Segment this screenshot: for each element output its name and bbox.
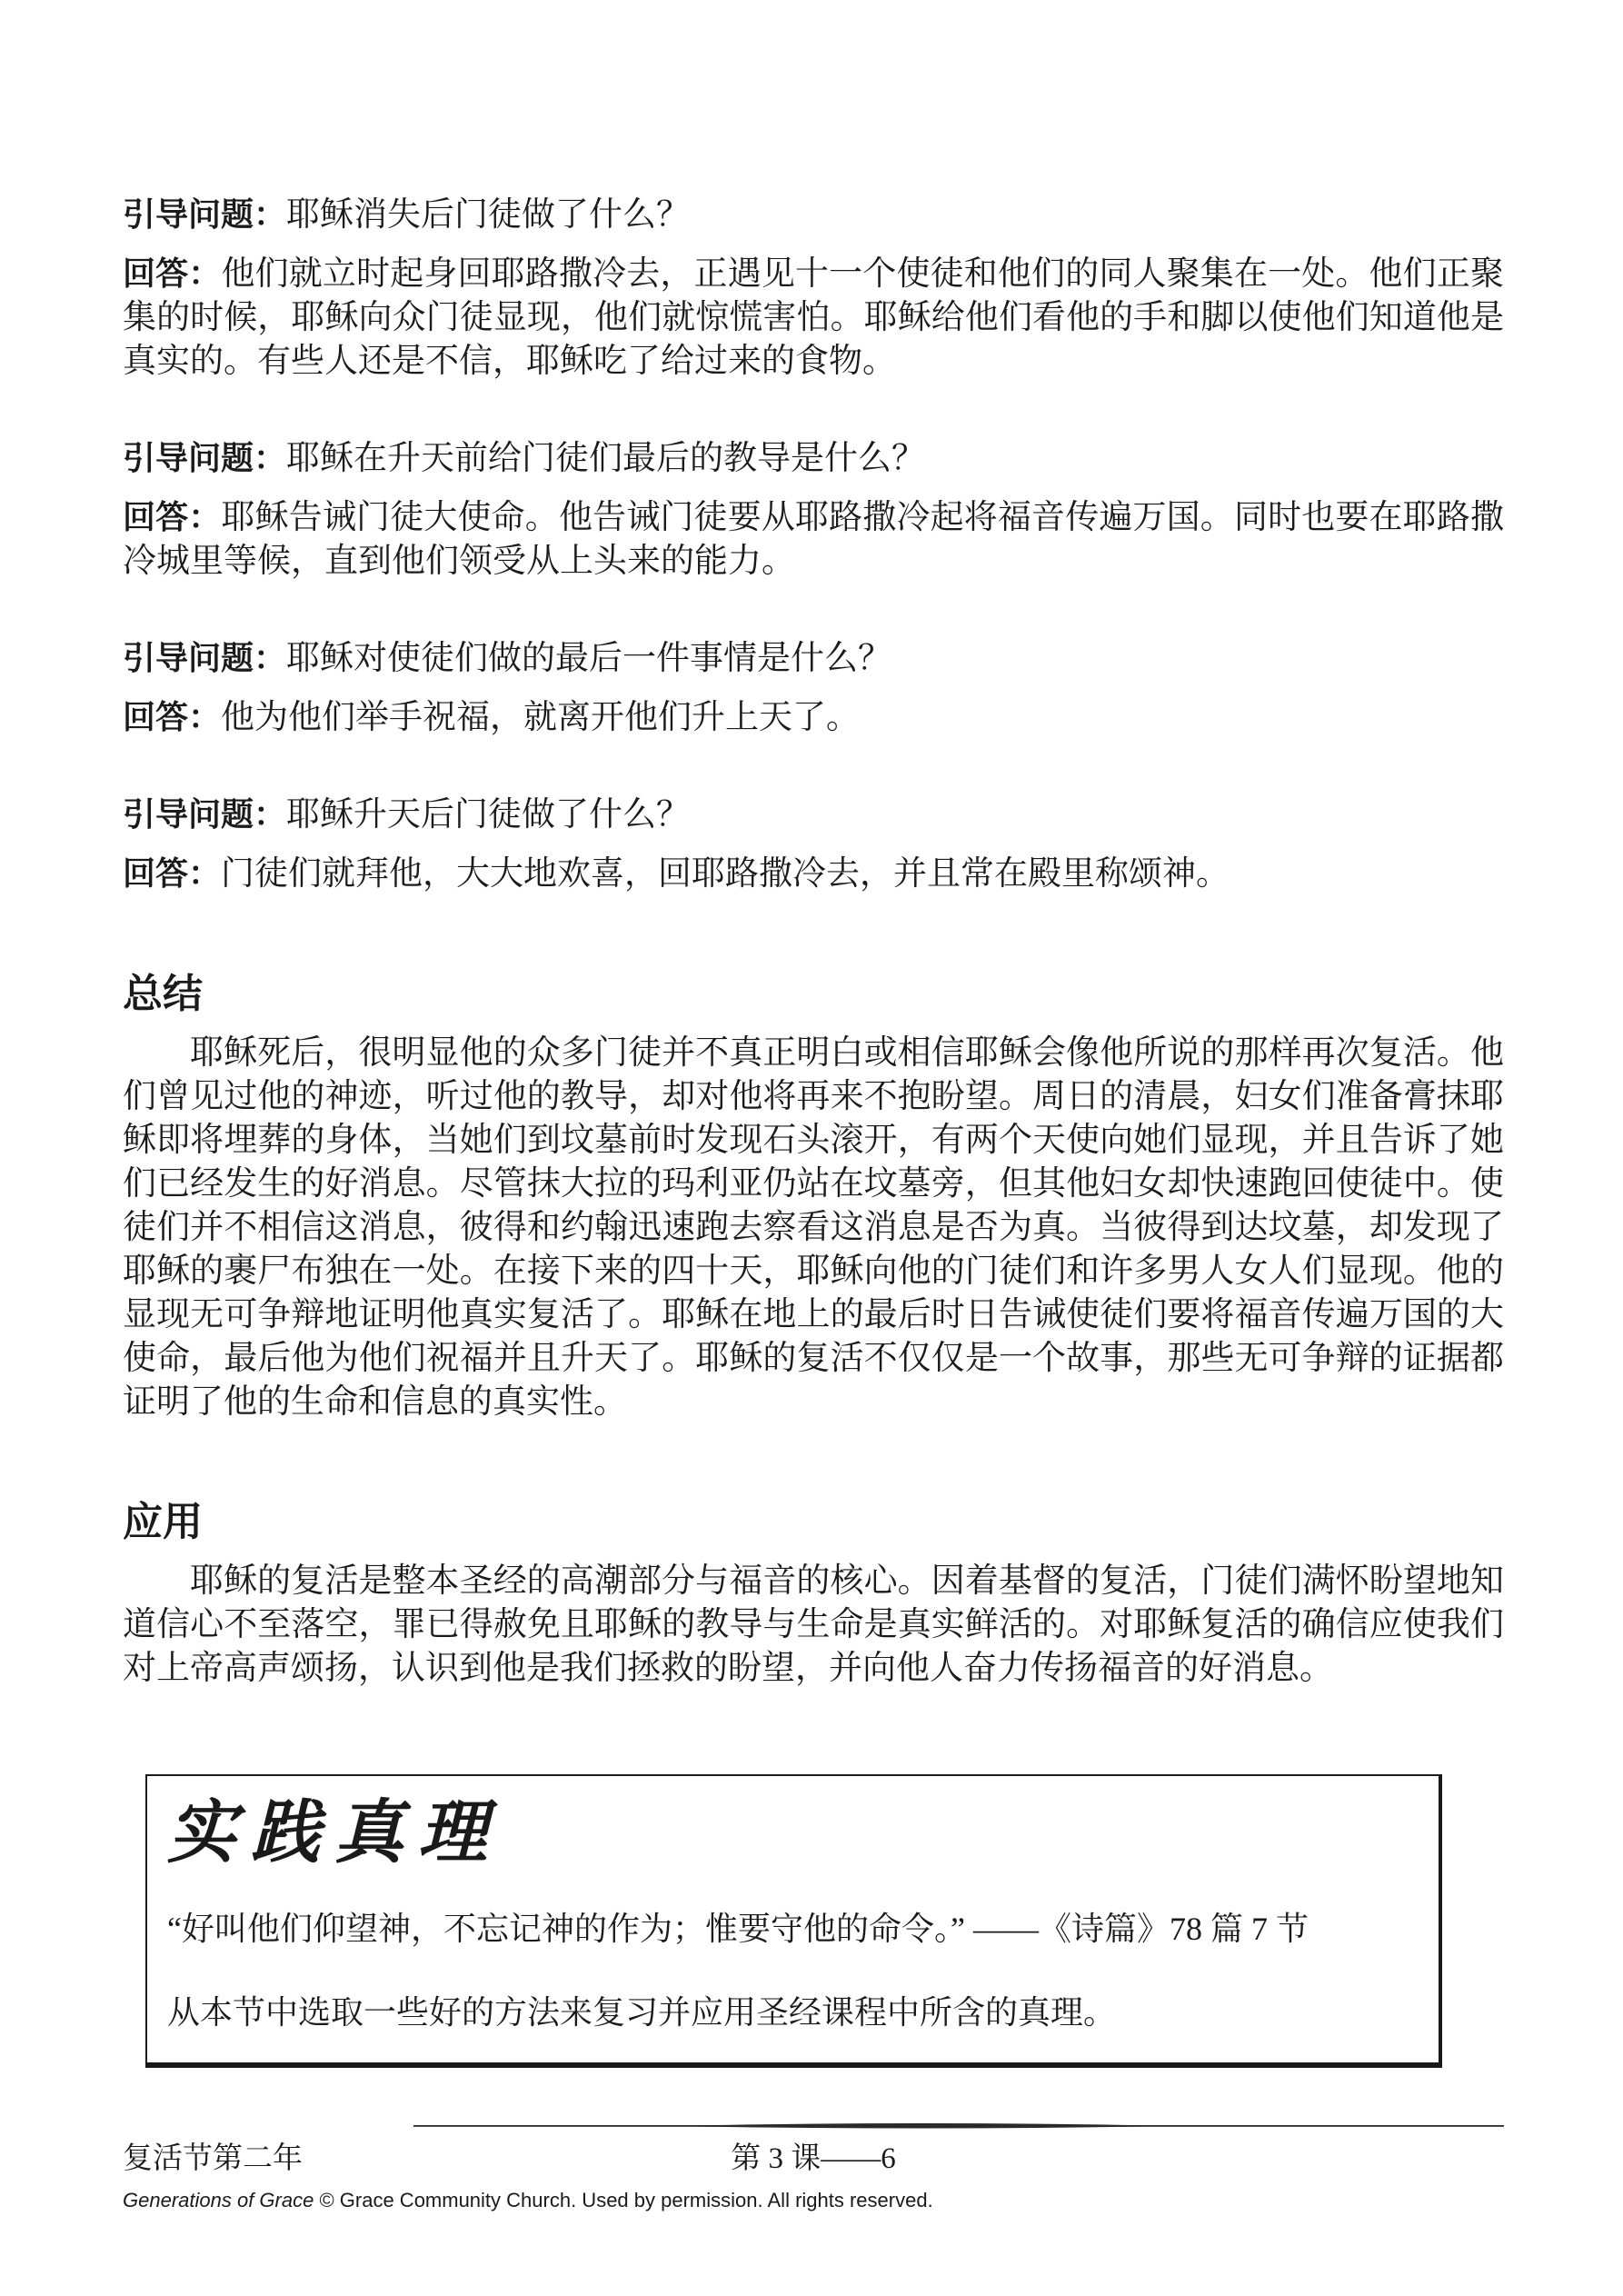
answer-label: 回答： xyxy=(123,854,222,892)
answer-line xyxy=(123,852,1504,896)
practice-truth-quote: “好叫他们仰望神，不忘记神的作为；惟要守他的命令。” ——《诗篇》78 篇 7 节 xyxy=(167,1911,1309,1947)
qa-block-4 xyxy=(123,793,1504,896)
practice-truth-box xyxy=(145,1774,1442,2068)
answer-text: 他为他们举手祝福，就离开他们升上天了。 xyxy=(221,699,861,736)
answer-label: 回答： xyxy=(123,498,222,535)
application-section xyxy=(123,1497,1504,1691)
answer-line xyxy=(123,495,1504,584)
answer-text: 门徒们就拜他，大大地欢喜，回耶路撒冷去，并且常在殿里称颂神。 xyxy=(221,855,1230,893)
practice-truth-instruction: 从本节中选取一些好的方法来复习并应用圣经课程中所含的真理。 xyxy=(167,1994,1117,2031)
summary-paragraph: 耶稣死后，很明显他的众多门徒并不真正明白或相信耶稣会像他所说的那样再次复活。他们曾见过他的神迹，听过他的教导，却对他将再来不抱盼望。周日的清晨，妇女们准备膏抹耶稣即将埋葬的身体，当她们到坟墓前时发现石头滚开，有两个天使向她们显现，并且告诉了她们已经发生的好消息。尽管抹大拉的玛利亚仍站在坟墓旁，但其他妇女却快速跑回使徒中。使徒们并不相信这消息，彼得和约翰迅速跑去察看这消息是否为真。当彼得到达坟墓，却发现了耶稣的裹尸布独在一处。在接下来的四十天，耶稣向他的门徒们和许多男人女人们显现。他的显现无可争辩地证明他真实复活了。耶稣在地上的最后时日告诫使徒们要将福音传遍万国的大使命，最后他为他们祝福并且升天了。耶稣的复活不仅仅是一个故事，那些无可争辩的证据都证明了他的生命和信息的真实性。 xyxy=(123,1034,1504,1421)
qa-block-1 xyxy=(123,193,1504,384)
question-line xyxy=(123,636,1504,681)
answer-text: 他们就立时起身回耶路撒冷去，正遇见十一个使徒和他们的同人聚集在一处。他们正聚集的时候，耶稣向众门徒显现，他们就惊慌害怕。耶稣给他们看他的手和脚以使他们知道他是真实的。有些人还是不信，耶稣吃了给过来的食物。 xyxy=(123,255,1504,380)
question-text: 耶稣升天后门徒做了什么？ xyxy=(286,796,691,834)
question-text: 耶稣对使徒们做的最后一件事情是什么？ xyxy=(286,640,892,677)
question-text: 耶稣在升天前给门徒们最后的教导是什么？ xyxy=(286,440,926,477)
question-label: 引导问题： xyxy=(123,639,287,676)
question-line xyxy=(123,436,1504,481)
footer-decorative-rule xyxy=(413,2121,1504,2130)
answer-line xyxy=(123,252,1504,384)
application-paragraph: 耶稣的复活是整本圣经的高潮部分与福音的核心。因着基督的复活，门徒们满怀盼望地知道信心不至落空，罪已得赦免且耶稣的教导与生命是真实鲜活的。对耶稣复活的确信应使我们对上帝高声颂扬，认识到他是我们拯救的盼望，并向他人奋力传扬福音的好消息。 xyxy=(123,1562,1504,1687)
question-text: 耶稣消失后门徒做了什么？ xyxy=(286,196,691,234)
footer-text-row xyxy=(123,2139,1504,2181)
answer-text: 耶稣告诫门徒大使命。他告诫门徒要从耶路撒冷起将福音传遍万国。同时也要在耶路撒冷城里等候，直到他们领受从上头来的能力。 xyxy=(123,499,1504,580)
question-line xyxy=(123,193,1504,237)
footer-copyright xyxy=(123,2188,1504,2213)
answer-label: 回答： xyxy=(123,698,222,735)
practice-truth-title: 实践真理 xyxy=(167,1795,502,1872)
page-footer xyxy=(123,2121,1504,2233)
question-line xyxy=(123,793,1504,837)
copyright-series-title: Generations of Grace xyxy=(123,2189,314,2211)
qa-block-3 xyxy=(123,636,1504,740)
answer-line xyxy=(123,695,1504,740)
copyright-text: © Grace Community Church. Used by permission. All rights reserved. xyxy=(314,2189,933,2211)
footer-page-number: 第 3 课——6 xyxy=(731,2142,896,2175)
answer-label: 回答： xyxy=(123,255,222,292)
summary-section xyxy=(123,969,1504,1424)
question-label: 引导问题： xyxy=(123,439,287,476)
qa-block-2 xyxy=(123,436,1504,584)
summary-heading: 总结 xyxy=(123,972,203,1016)
application-heading: 应用 xyxy=(123,1500,203,1544)
question-label: 引导问题： xyxy=(123,795,287,833)
footer-curriculum-label: 复活节第二年 xyxy=(123,2142,303,2175)
question-label: 引导问题： xyxy=(123,195,287,233)
